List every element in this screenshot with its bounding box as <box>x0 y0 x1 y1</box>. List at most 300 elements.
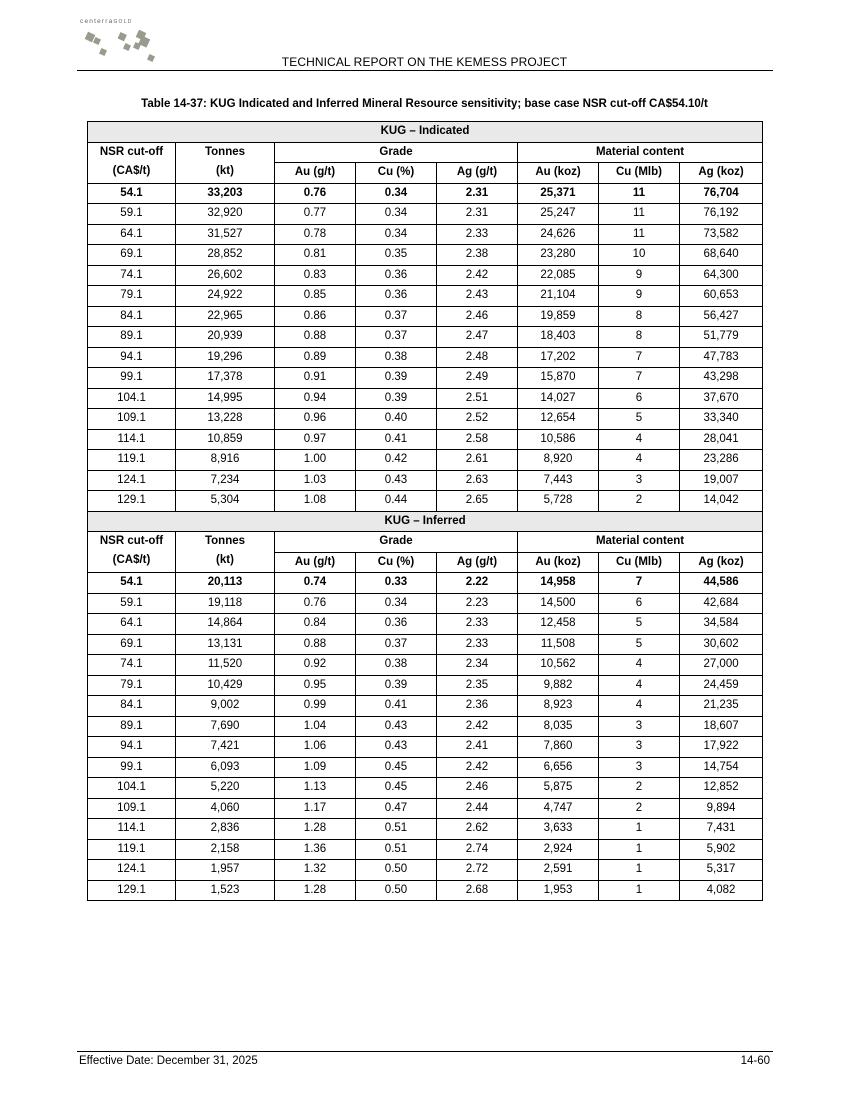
table-row <box>88 204 763 225</box>
header-au-koz: Au (koz) <box>518 163 599 184</box>
table-cell: 94.1 <box>88 737 176 758</box>
table-cell: 27,000 <box>680 655 763 676</box>
table-cell: 3 <box>599 470 680 491</box>
table-row <box>88 491 763 512</box>
table-cell: 7,421 <box>176 737 275 758</box>
header-cutoff: NSR cut-off (CA$/t) <box>88 142 176 183</box>
table-cell: 2.68 <box>437 880 518 901</box>
table-cell: 54.1 <box>88 573 176 594</box>
table-cell: 0.34 <box>356 593 437 614</box>
table-cell: 37,670 <box>680 388 763 409</box>
header-cutoff: NSR cut-off (CA$/t) <box>88 532 176 573</box>
table-cell: 1.28 <box>275 819 356 840</box>
table-cell: 17,202 <box>518 347 599 368</box>
table-cell: 59.1 <box>88 204 176 225</box>
table-cell: 0.34 <box>356 224 437 245</box>
table-cell: 23,280 <box>518 245 599 266</box>
table-cell: 24,459 <box>680 675 763 696</box>
table-cell: 3 <box>599 757 680 778</box>
table-cell: 0.99 <box>275 696 356 717</box>
table-cell: 5,728 <box>518 491 599 512</box>
table-cell: 129.1 <box>88 491 176 512</box>
header-ag-g: Ag (g/t) <box>437 552 518 573</box>
table-cell: 2.42 <box>437 716 518 737</box>
table-cell: 0.37 <box>356 327 437 348</box>
table-cell: 51,779 <box>680 327 763 348</box>
table-cell: 14,754 <box>680 757 763 778</box>
table-row <box>88 593 763 614</box>
table-cell: 10,859 <box>176 429 275 450</box>
header-ag-koz: Ag (koz) <box>680 163 763 184</box>
table-cell: 2.61 <box>437 450 518 471</box>
table-cell: 5,317 <box>680 860 763 881</box>
header-grade-group: Grade <box>275 142 518 163</box>
table-cell: 2.44 <box>437 798 518 819</box>
table-row <box>88 224 763 245</box>
header-cu-pct: Cu (%) <box>356 552 437 573</box>
table-cell: 79.1 <box>88 286 176 307</box>
table-row <box>88 655 763 676</box>
table-cell: 56,427 <box>680 306 763 327</box>
table-cell: 6,656 <box>518 757 599 778</box>
table-cell: 4 <box>599 429 680 450</box>
table-cell: 1 <box>599 860 680 881</box>
table-cell: 26,602 <box>176 265 275 286</box>
table-cell: 114.1 <box>88 429 176 450</box>
table-cell: 20,939 <box>176 327 275 348</box>
table-cell: 124.1 <box>88 860 176 881</box>
table-cell: 0.35 <box>356 245 437 266</box>
table-cell: 0.34 <box>356 183 437 204</box>
table-cell: 69.1 <box>88 245 176 266</box>
table-row <box>88 757 763 778</box>
table-cell: 2.65 <box>437 491 518 512</box>
table-cell: 4,082 <box>680 880 763 901</box>
table-cell: 9 <box>599 265 680 286</box>
table-cell: 7,234 <box>176 470 275 491</box>
header-divider <box>77 70 773 71</box>
table-cell: 0.45 <box>356 778 437 799</box>
table-cell: 4 <box>599 696 680 717</box>
table-cell: 2.74 <box>437 839 518 860</box>
logo-text: centerra <box>80 18 114 25</box>
table-cell: 14,864 <box>176 614 275 635</box>
table-cell: 4,747 <box>518 798 599 819</box>
table-cell: 33,340 <box>680 409 763 430</box>
table-cell: 89.1 <box>88 327 176 348</box>
table-cell: 32,920 <box>176 204 275 225</box>
table-row <box>88 327 763 348</box>
table-cell: 4 <box>599 450 680 471</box>
table-cell: 44,586 <box>680 573 763 594</box>
table-cell: 94.1 <box>88 347 176 368</box>
table-cell: 0.42 <box>356 450 437 471</box>
table-cell: 11,508 <box>518 634 599 655</box>
table-cell: 104.1 <box>88 778 176 799</box>
table-cell: 2.43 <box>437 286 518 307</box>
table-cell: 9 <box>599 286 680 307</box>
table-cell: 1.03 <box>275 470 356 491</box>
table-row <box>88 778 763 799</box>
table-cell: 1.32 <box>275 860 356 881</box>
table-cell: 89.1 <box>88 716 176 737</box>
table-cell: 7,690 <box>176 716 275 737</box>
table-cell: 47,783 <box>680 347 763 368</box>
table-cell: 5 <box>599 409 680 430</box>
table-cell: 74.1 <box>88 655 176 676</box>
table-cell: 2,591 <box>518 860 599 881</box>
table-cell: 0.88 <box>275 634 356 655</box>
column-header-row <box>88 532 763 553</box>
table-cell: 0.96 <box>275 409 356 430</box>
table-cell: 2,836 <box>176 819 275 840</box>
table-cell: 14,042 <box>680 491 763 512</box>
table-cell: 0.36 <box>356 614 437 635</box>
table-cell: 18,607 <box>680 716 763 737</box>
table-cell: 0.41 <box>356 429 437 450</box>
table-cell: 2.49 <box>437 368 518 389</box>
table-cell: 28,852 <box>176 245 275 266</box>
table-cell: 0.95 <box>275 675 356 696</box>
table-cell: 2.52 <box>437 409 518 430</box>
table-cell: 7 <box>599 347 680 368</box>
table-cell: 4 <box>599 675 680 696</box>
table-cell: 1.06 <box>275 737 356 758</box>
table-cell: 109.1 <box>88 409 176 430</box>
table-cell: 2.35 <box>437 675 518 696</box>
table-cell: 76,192 <box>680 204 763 225</box>
section-title-row <box>88 122 763 143</box>
table-row <box>88 880 763 901</box>
table-cell: 0.38 <box>356 347 437 368</box>
table-cell: 2.34 <box>437 655 518 676</box>
table-cell: 0.76 <box>275 183 356 204</box>
table-cell: 12,852 <box>680 778 763 799</box>
table-cell: 8,035 <box>518 716 599 737</box>
header-cu-mlb: Cu (Mlb) <box>599 552 680 573</box>
table-cell: 5 <box>599 634 680 655</box>
table-cell: 2.33 <box>437 614 518 635</box>
table-cell: 2.62 <box>437 819 518 840</box>
table-cell: 0.44 <box>356 491 437 512</box>
table-cell: 19,296 <box>176 347 275 368</box>
header-ag-g: Ag (g/t) <box>437 163 518 184</box>
table-cell: 23,286 <box>680 450 763 471</box>
resource-table-container <box>87 121 762 901</box>
table-cell: 1 <box>599 880 680 901</box>
header-au-koz: Au (koz) <box>518 552 599 573</box>
table-row <box>88 409 763 430</box>
table-cell: 2.47 <box>437 327 518 348</box>
table-cell: 12,458 <box>518 614 599 635</box>
table-cell: 31,527 <box>176 224 275 245</box>
table-cell: 109.1 <box>88 798 176 819</box>
table-cell: 119.1 <box>88 450 176 471</box>
table-cell: 12,654 <box>518 409 599 430</box>
table-cell: 2,158 <box>176 839 275 860</box>
table-cell: 64.1 <box>88 614 176 635</box>
table-cell: 69.1 <box>88 634 176 655</box>
column-header-row <box>88 142 763 163</box>
header-cu-mlb: Cu (Mlb) <box>599 163 680 184</box>
table-row <box>88 306 763 327</box>
table-cell: 24,626 <box>518 224 599 245</box>
table-row <box>88 737 763 758</box>
table-row <box>88 265 763 286</box>
table-row <box>88 614 763 635</box>
table-cell: 0.41 <box>356 696 437 717</box>
table-cell: 2.36 <box>437 696 518 717</box>
table-cell: 2.63 <box>437 470 518 491</box>
table-cell: 5 <box>599 614 680 635</box>
table-cell: 0.51 <box>356 839 437 860</box>
table-cell: 2.23 <box>437 593 518 614</box>
table-cell: 0.36 <box>356 286 437 307</box>
table-cell: 1.09 <box>275 757 356 778</box>
table-cell: 8 <box>599 327 680 348</box>
table-cell: 0.81 <box>275 245 356 266</box>
header-cu-pct: Cu (%) <box>356 163 437 184</box>
table-row <box>88 634 763 655</box>
page-number: 14-60 <box>740 1055 770 1067</box>
table-cell: 14,027 <box>518 388 599 409</box>
header-au-g: Au (g/t) <box>275 552 356 573</box>
table-cell: 1 <box>599 839 680 860</box>
table-cell: 1 <box>599 819 680 840</box>
table-cell: 0.76 <box>275 593 356 614</box>
table-cell: 124.1 <box>88 470 176 491</box>
table-cell: 13,228 <box>176 409 275 430</box>
table-cell: 0.38 <box>356 655 437 676</box>
table-cell: 0.34 <box>356 204 437 225</box>
table-cell: 5,304 <box>176 491 275 512</box>
table-cell: 11,520 <box>176 655 275 676</box>
table-cell: 64.1 <box>88 224 176 245</box>
table-cell: 5,220 <box>176 778 275 799</box>
table-cell: 0.39 <box>356 368 437 389</box>
table-cell: 14,958 <box>518 573 599 594</box>
table-cell: 2 <box>599 798 680 819</box>
section-title-row <box>88 511 763 532</box>
table-cell: 18,403 <box>518 327 599 348</box>
table-cell: 11 <box>599 224 680 245</box>
table-cell: 1.36 <box>275 839 356 860</box>
table-cell: 114.1 <box>88 819 176 840</box>
effective-date: Effective Date: December 31, 2025 <box>79 1055 258 1067</box>
table-cell: 25,247 <box>518 204 599 225</box>
table-cell: 84.1 <box>88 696 176 717</box>
header-au-g: Au (g/t) <box>275 163 356 184</box>
table-cell: 0.33 <box>356 573 437 594</box>
table-row <box>88 286 763 307</box>
table-cell: 22,965 <box>176 306 275 327</box>
table-cell: 4 <box>599 655 680 676</box>
table-row <box>88 696 763 717</box>
table-cell: 0.84 <box>275 614 356 635</box>
table-cell: 17,922 <box>680 737 763 758</box>
table-cell: 99.1 <box>88 368 176 389</box>
table-row <box>88 388 763 409</box>
table-cell: 2 <box>599 491 680 512</box>
base-case-row <box>88 573 763 594</box>
table-cell: 0.77 <box>275 204 356 225</box>
table-cell: 0.43 <box>356 716 437 737</box>
table-cell: 2,924 <box>518 839 599 860</box>
table-cell: 76,704 <box>680 183 763 204</box>
table-cell: 11 <box>599 204 680 225</box>
table-row <box>88 675 763 696</box>
table-cell: 13,131 <box>176 634 275 655</box>
table-cell: 5,902 <box>680 839 763 860</box>
table-cell: 10,562 <box>518 655 599 676</box>
table-cell: 2.51 <box>437 388 518 409</box>
table-cell: 0.45 <box>356 757 437 778</box>
table-cell: 6,093 <box>176 757 275 778</box>
table-cell: 19,859 <box>518 306 599 327</box>
section-title: KUG – Indicated <box>88 122 763 143</box>
header-grade-group: Grade <box>275 532 518 553</box>
table-cell: 3 <box>599 737 680 758</box>
table-cell: 1.28 <box>275 880 356 901</box>
table-cell: 1.00 <box>275 450 356 471</box>
table-body <box>88 122 763 901</box>
table-cell: 15,870 <box>518 368 599 389</box>
table-row <box>88 819 763 840</box>
table-cell: 79.1 <box>88 675 176 696</box>
table-cell: 43,298 <box>680 368 763 389</box>
base-case-row <box>88 183 763 204</box>
table-row <box>88 860 763 881</box>
table-cell: 129.1 <box>88 880 176 901</box>
table-cell: 1,523 <box>176 880 275 901</box>
table-cell: 0.50 <box>356 860 437 881</box>
header-content-group: Material content <box>518 142 763 163</box>
logo-wordmark <box>80 18 132 25</box>
table-cell: 21,235 <box>680 696 763 717</box>
table-caption: Table 14-37: KUG Indicated and Inferred Mineral Resource sensitivity; base case NSR cut-off CA$54.10/t <box>141 98 708 110</box>
table-cell: 6 <box>599 593 680 614</box>
table-cell: 59.1 <box>88 593 176 614</box>
table-cell: 4,060 <box>176 798 275 819</box>
table-row <box>88 716 763 737</box>
header-tonnes: Tonnes (kt) <box>176 532 275 573</box>
table-cell: 0.83 <box>275 265 356 286</box>
table-cell: 28,041 <box>680 429 763 450</box>
table-cell: 2.38 <box>437 245 518 266</box>
table-cell: 0.43 <box>356 737 437 758</box>
table-cell: 8,923 <box>518 696 599 717</box>
table-cell: 24,922 <box>176 286 275 307</box>
table-cell: 2.22 <box>437 573 518 594</box>
table-cell: 20,113 <box>176 573 275 594</box>
table-cell: 0.50 <box>356 880 437 901</box>
table-cell: 30,602 <box>680 634 763 655</box>
table-cell: 0.39 <box>356 388 437 409</box>
table-cell: 64,300 <box>680 265 763 286</box>
table-cell: 19,007 <box>680 470 763 491</box>
table-cell: 3 <box>599 716 680 737</box>
table-cell: 7,443 <box>518 470 599 491</box>
table-cell: 17,378 <box>176 368 275 389</box>
table-cell: 2.46 <box>437 306 518 327</box>
table-row <box>88 368 763 389</box>
table-cell: 34,584 <box>680 614 763 635</box>
footer-divider <box>77 1051 773 1052</box>
table-cell: 54.1 <box>88 183 176 204</box>
table-cell: 9,894 <box>680 798 763 819</box>
logo-text-suffix: GOLD <box>113 19 133 25</box>
table-row <box>88 429 763 450</box>
table-cell: 0.51 <box>356 819 437 840</box>
table-cell: 14,500 <box>518 593 599 614</box>
table-row <box>88 470 763 491</box>
report-title: TECHNICAL REPORT ON THE KEMESS PROJECT <box>281 55 568 69</box>
table-cell: 0.89 <box>275 347 356 368</box>
resource-sensitivity-table <box>87 121 763 901</box>
table-cell: 99.1 <box>88 757 176 778</box>
table-cell: 1,953 <box>518 880 599 901</box>
table-cell: 2.33 <box>437 634 518 655</box>
table-cell: 0.92 <box>275 655 356 676</box>
table-cell: 84.1 <box>88 306 176 327</box>
table-cell: 6 <box>599 388 680 409</box>
table-cell: 0.40 <box>356 409 437 430</box>
table-cell: 2.72 <box>437 860 518 881</box>
table-cell: 33,203 <box>176 183 275 204</box>
header-content-group: Material content <box>518 532 763 553</box>
table-cell: 68,640 <box>680 245 763 266</box>
table-cell: 9,882 <box>518 675 599 696</box>
table-cell: 7,431 <box>680 819 763 840</box>
table-cell: 0.78 <box>275 224 356 245</box>
table-cell: 22,085 <box>518 265 599 286</box>
table-cell: 0.94 <box>275 388 356 409</box>
table-cell: 2.31 <box>437 183 518 204</box>
table-cell: 19,118 <box>176 593 275 614</box>
table-cell: 8 <box>599 306 680 327</box>
table-cell: 0.39 <box>356 675 437 696</box>
table-row <box>88 798 763 819</box>
table-cell: 25,371 <box>518 183 599 204</box>
table-cell: 0.91 <box>275 368 356 389</box>
table-cell: 73,582 <box>680 224 763 245</box>
table-cell: 1,957 <box>176 860 275 881</box>
table-cell: 60,653 <box>680 286 763 307</box>
table-row <box>88 245 763 266</box>
table-cell: 119.1 <box>88 839 176 860</box>
table-row <box>88 450 763 471</box>
section-title: KUG – Inferred <box>88 511 763 532</box>
table-cell: 0.86 <box>275 306 356 327</box>
table-cell: 21,104 <box>518 286 599 307</box>
table-cell: 0.43 <box>356 470 437 491</box>
table-cell: 1.17 <box>275 798 356 819</box>
table-cell: 74.1 <box>88 265 176 286</box>
table-cell: 2.41 <box>437 737 518 758</box>
table-cell: 0.37 <box>356 306 437 327</box>
table-cell: 9,002 <box>176 696 275 717</box>
table-cell: 0.85 <box>275 286 356 307</box>
header-ag-koz: Ag (koz) <box>680 552 763 573</box>
table-cell: 2.31 <box>437 204 518 225</box>
table-cell: 0.88 <box>275 327 356 348</box>
table-cell: 2.42 <box>437 265 518 286</box>
table-cell: 14,995 <box>176 388 275 409</box>
table-cell: 8,920 <box>518 450 599 471</box>
table-cell: 0.97 <box>275 429 356 450</box>
table-cell: 2.46 <box>437 778 518 799</box>
table-cell: 1.04 <box>275 716 356 737</box>
